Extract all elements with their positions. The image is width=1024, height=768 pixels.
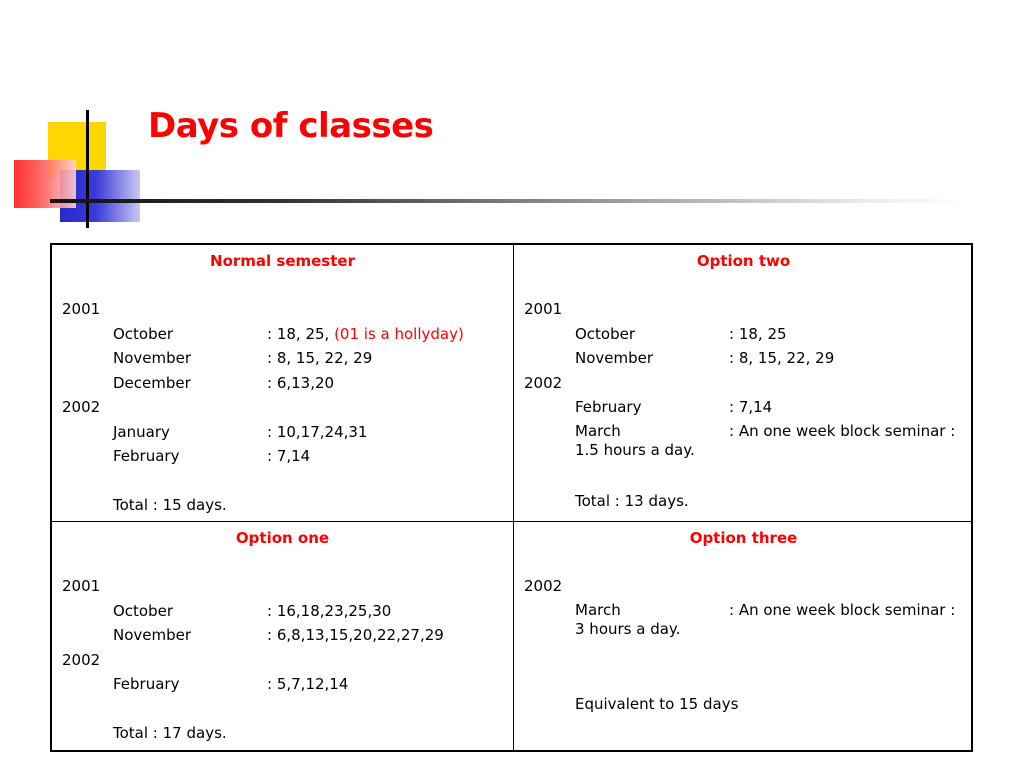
- year-label: 2002: [62, 398, 101, 416]
- total-days: Total : 17 days.: [113, 723, 227, 742]
- slide-title: Days of classes: [148, 106, 434, 146]
- total-days: Total : 13 days.: [575, 491, 689, 510]
- month-name: February: [113, 447, 180, 465]
- month-dates: : 8, 15, 22, 29: [267, 349, 373, 367]
- month-name: March: [575, 421, 621, 440]
- month-name: January: [113, 422, 170, 441]
- year-label: 2002: [62, 650, 101, 669]
- schedule-table: [50, 243, 973, 752]
- dates-text: : 18, 25,: [267, 324, 335, 343]
- month-row: [524, 346, 973, 371]
- year-label: 2002: [524, 373, 563, 392]
- title-underline: [50, 199, 970, 203]
- cell-option-two: [514, 245, 973, 513]
- month-dates: : 16,18,23,25,30: [267, 601, 392, 620]
- month-name: October: [113, 324, 174, 343]
- cell-header: Option three: [689, 529, 798, 547]
- month-row: [62, 420, 513, 445]
- month-dates: : 10,17,24,31: [267, 422, 368, 441]
- month-dates: : 18, 25: [729, 324, 787, 343]
- month-row: [62, 672, 513, 697]
- cell-body: [52, 574, 513, 745]
- cell-body: [514, 574, 973, 716]
- year-label: 2001: [62, 300, 101, 318]
- holiday-note: (01 is a hollyday): [334, 324, 464, 343]
- month-name: November: [113, 349, 192, 367]
- month-dates: : 5,7,12,14: [267, 675, 349, 693]
- cell-option-three: [514, 522, 973, 716]
- month-name: December: [113, 373, 191, 392]
- seminar-text: : An one week block seminar :: [729, 421, 956, 440]
- decor-vertical-line: [86, 110, 89, 228]
- month-name: October: [113, 601, 174, 620]
- month-name: November: [113, 626, 192, 644]
- seminar-text: : An one week block seminar :: [729, 600, 956, 619]
- month-name: November: [575, 349, 654, 367]
- month-name: February: [113, 675, 180, 693]
- year-label: 2001: [62, 577, 101, 595]
- month-name: March: [575, 600, 621, 619]
- cell-header: Normal semester: [210, 252, 355, 270]
- total-days: Total : 15 days.: [113, 495, 227, 514]
- month-row: [62, 346, 513, 371]
- month-dates: : 6,13,20: [267, 373, 335, 392]
- equivalent-days: Equivalent to 15 days: [575, 694, 739, 713]
- month-row: [62, 371, 513, 396]
- cell-header: Option one: [235, 529, 330, 547]
- month-row: [62, 322, 513, 347]
- cell-option-one: [52, 522, 513, 745]
- seminar-hours: 1.5 hours a day.: [575, 440, 695, 459]
- cell-body: [52, 297, 513, 517]
- cell-normal-semester: [52, 245, 513, 517]
- month-dates: [267, 322, 513, 347]
- seminar-row: [524, 599, 973, 639]
- month-row: [62, 599, 513, 624]
- cell-body: [514, 297, 973, 513]
- month-name: October: [575, 324, 636, 343]
- cell-header: Option two: [696, 252, 791, 270]
- month-name: February: [575, 398, 642, 416]
- month-row: [524, 395, 973, 420]
- year-label: 2001: [524, 300, 563, 318]
- month-dates: : 8, 15, 22, 29: [729, 349, 835, 367]
- month-row: [62, 623, 513, 648]
- month-row: [524, 322, 973, 347]
- seminar-hours: 3 hours a day.: [575, 619, 681, 638]
- month-dates: : 7,14: [729, 398, 773, 416]
- month-dates: : 6,8,13,15,20,22,27,29: [267, 626, 444, 644]
- month-dates: : 7,14: [267, 447, 311, 465]
- year-label: 2002: [524, 577, 563, 595]
- seminar-row: [524, 420, 973, 460]
- month-row: [62, 444, 513, 469]
